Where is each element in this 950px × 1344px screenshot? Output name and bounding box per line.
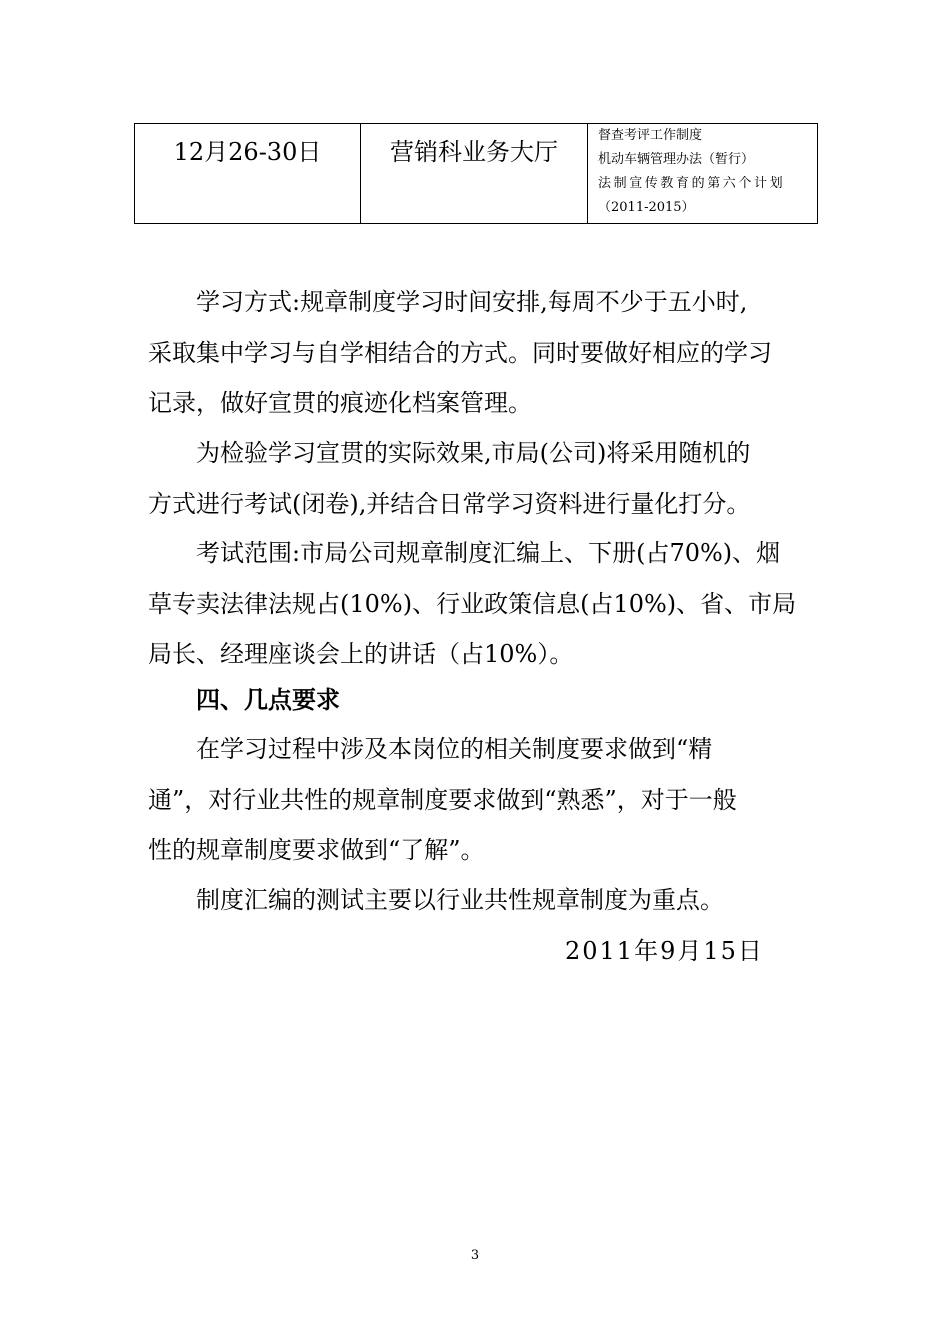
- exam-scope-paragraph: [148, 528, 818, 680]
- text-line: 为检验学习宣贯的实际效果,市局(公司)将采用随机的: [196, 439, 751, 467]
- text-line: 制度汇编的测试主要以行业共性规章制度为重点。: [196, 886, 724, 914]
- text-line: 草专卖法律法规占(10%)、行业政策信息(占10%)、省、市局: [148, 589, 797, 618]
- text-line: 采取集中学习与自学相结合的方式。同时要做好相应的学习: [148, 338, 772, 367]
- text-line: 考试范围:市局公司规章制度汇编上、下册(占70%)、烟: [196, 539, 781, 567]
- text-line: 方式进行考试(闭卷),并结合日常学习资料进行量化打分。: [148, 489, 751, 518]
- text-line: 局长、经理座谈会上的讲话（占10%）。: [148, 640, 574, 668]
- text-line: 记录，做好宣贯的痕迹化档案管理。: [148, 389, 532, 417]
- text-line: 在学习过程中涉及本岗位的相关制度要求做到“精: [196, 735, 713, 763]
- requirements-paragraph: [148, 724, 818, 876]
- exam-method-paragraph: [148, 428, 818, 529]
- text-line: 性的规章制度要求做到“了解”。: [148, 836, 485, 864]
- schedule-place-cell: 营销科业务大厅: [361, 124, 588, 224]
- doc-item: （2011-2015）: [598, 200, 695, 215]
- text-line: 通”，对行业共性的规章制度要求做到“熟悉”，对于一般: [148, 785, 737, 814]
- section-heading: 四、几点要求: [196, 686, 340, 714]
- doc-item: 机动车辆管理办法（暂行）: [598, 152, 755, 167]
- focus-paragraph: [148, 875, 818, 926]
- study-method-paragraph: [148, 277, 818, 429]
- text-line: 学习方式:规章制度学习时间安排,每周不少于五小时,: [196, 288, 748, 316]
- schedule-docs-cell: [588, 124, 818, 224]
- schedule-date-cell: 12月26-30日: [135, 124, 361, 224]
- page-number: 3: [470, 1248, 480, 1263]
- table-row: [135, 124, 818, 224]
- schedule-table: [134, 123, 818, 224]
- doc-item: 法制宣传教育的第六个计划: [598, 176, 786, 191]
- doc-item: 督查考评工作制度: [598, 128, 703, 143]
- document-date: 2011年9月15日: [565, 937, 764, 965]
